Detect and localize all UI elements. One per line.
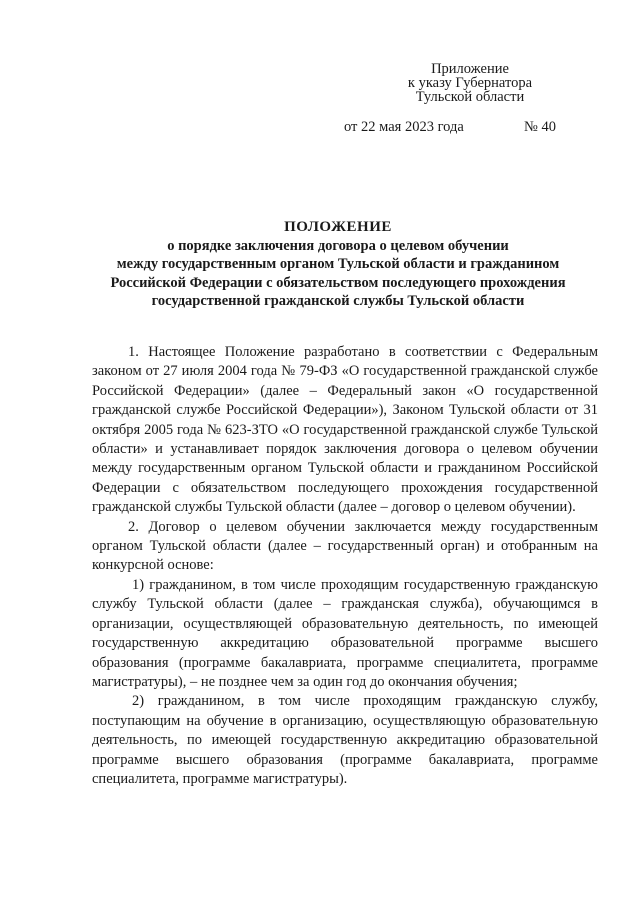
paragraph-1: 1. Настоящее Положение разработано в соответствии с Федеральным законом от 27 июля 2004 года № 79-ФЗ «О государственной гражданской службе Российской Федерации» (далее – Федеральный закон «О государственной гражданской службе Российской Федерации»), Законом Тульской области от 31 октября 2005 года № 623-ЗТО «О государственной гражданской службе Тульской области» и устанавливает порядок заключения договора о целевом обучении между государственным органом Тульской области и гражданином Российской Федерации с обязательством последующего прохождения государственной гражданской службы Тульской области (далее – договор о целевом обучении). [92, 344, 598, 516]
title-heading: ПОЛОЖЕНИЕ [284, 219, 392, 235]
title-line-4: государственной гражданской службы Тульской области [151, 293, 525, 309]
paragraph-2: 2. Договор о целевом обучении заключается между государственным органом Тульской области (далее – государственный орган) и отобранным на конкурсной основе: [92, 518, 598, 574]
title-line-1: о порядке заключения договора о целевом обучении [167, 237, 509, 254]
annex-line-2: к указу Губернатора [407, 75, 533, 91]
paragraph-subitem-2: 2) гражданином, в том числе проходящим гражданскую службу, поступающим на обучение в организацию, осуществляющую образовательную деятельность, по имеющей государственную аккредитацию образовательной программе высшего образования (программе бакалавриата, программе специалитета, программе магистратуры). [92, 693, 598, 787]
document-title [80, 218, 596, 311]
decree-number: № 40 [524, 119, 556, 135]
annex-line-3: Тульской области [415, 89, 525, 105]
decree-date: от 22 мая 2023 года [344, 119, 464, 135]
title-line-2: между государственным органом Тульской области и гражданином [116, 256, 560, 272]
annex-block [380, 62, 560, 104]
annex-line-1: Приложение [431, 61, 509, 77]
paragraph-subitem-1: 1) гражданином, в том числе проходящим государственную гражданскую службу Тульской области (далее – гражданская служба), обучающимся в организации, осуществляющей образовательную деятельность, по имеющей государственную аккредитацию образовательной программе высшего образования (программе бакалавриата, программе специалитета, программе магистратуры), – не позднее чем за один год до окончания обучения; [92, 576, 598, 690]
document-body [92, 343, 598, 789]
title-line-3: Российской Федерации с обязательством последующего прохождения [110, 274, 566, 291]
